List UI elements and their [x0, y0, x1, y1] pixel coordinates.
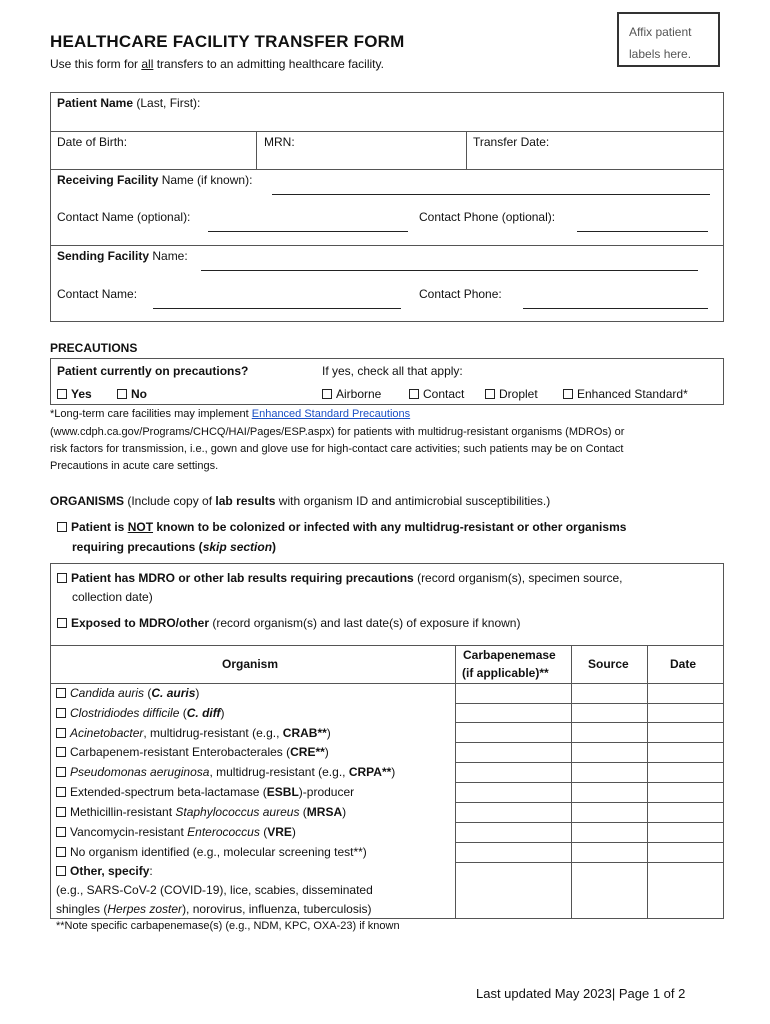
checkbox-icon — [56, 866, 66, 876]
label-box-line1: Affix patient — [629, 25, 692, 39]
sending-contact-phone-line[interactable] — [523, 308, 708, 309]
col-carbapenemase-header-1: Carbapenemase — [463, 648, 556, 662]
col-organism-header: Organism — [222, 657, 279, 671]
sending-facility-line[interactable] — [201, 270, 698, 271]
receiving-contact-name-line[interactable] — [208, 231, 408, 232]
receiving-contact-phone-label: Contact Phone (optional): — [419, 210, 556, 224]
checkbox-icon — [56, 827, 66, 837]
enhanced-standard-checkbox[interactable]: Enhanced Standard* — [563, 387, 688, 401]
checkbox-icon — [57, 389, 67, 399]
organism-row-pseudomonas[interactable]: Pseudomonas aeruginosa, multidrug-resistant (e.g., CRPA**) — [56, 765, 395, 779]
precautions-question: Patient currently on precautions? — [57, 364, 249, 378]
contact-checkbox[interactable]: Contact — [409, 387, 464, 401]
checkbox-icon — [56, 847, 66, 857]
checkbox-icon — [117, 389, 127, 399]
precautions-heading: PRECAUTIONS — [50, 341, 138, 355]
precautions-no-checkbox[interactable]: No — [117, 387, 147, 401]
organism-row-other[interactable]: Other, specify: — [56, 864, 153, 878]
receiving-facility-label: Receiving Facility Name (if known): — [57, 173, 253, 187]
organism-row-acinetobacter[interactable]: Acinetobacter, multidrug-resistant (e.g., CRAB**) — [56, 726, 331, 740]
checkbox-icon — [322, 389, 332, 399]
organism-row-vre[interactable]: Vancomycin-resistant Enterococcus (VRE) — [56, 825, 296, 839]
checkbox-icon — [56, 708, 66, 718]
checkbox-icon — [56, 728, 66, 738]
organism-row-c-diff[interactable]: Clostridiodes difficile (C. diff) — [56, 706, 225, 720]
col-date-header: Date — [670, 657, 697, 671]
receiving-contact-name-label: Contact Name (optional): — [57, 210, 191, 224]
form-subtitle: Use this form for all transfers to an admitting healthcare facility. — [50, 57, 384, 71]
checkbox-icon — [56, 807, 66, 817]
organism-other-examples-1: (e.g., SARS-CoV-2 (COVID-19), lice, scabies, disseminated — [56, 883, 373, 897]
page-footer: Last updated May 2023| Page 1 of 2 — [476, 986, 686, 1001]
organism-row-esbl[interactable]: Extended-spectrum beta-lactamase (ESBL)-producer — [56, 785, 354, 799]
precautions-yes-checkbox[interactable]: Yes — [57, 387, 92, 401]
organism-row-c-auris[interactable]: Candida auris (C. auris) — [56, 686, 199, 700]
checkbox-icon — [57, 618, 67, 628]
has-mdro-checkbox[interactable]: Patient has MDRO or other lab results requiring precautions (record organism(s), specimen source, — [57, 571, 622, 585]
sending-contact-name-line[interactable] — [153, 308, 401, 309]
sending-contact-name-label: Contact Name: — [57, 287, 138, 301]
receiving-contact-phone-line[interactable] — [577, 231, 708, 232]
form-title: HEALTHCARE FACILITY TRANSFER FORM — [50, 32, 405, 51]
sending-contact-phone-label: Contact Phone: — [419, 287, 502, 301]
has-mdro-line2: collection date) — [72, 590, 153, 604]
organism-row-mrsa[interactable]: Methicillin-resistant Staphylococcus aureus (MRSA) — [56, 805, 346, 819]
precautions-note-line1: *Long-term care facilities may implement Enhanced Standard Precautions — [50, 408, 411, 420]
esp-link[interactable]: Enhanced Standard Precautions — [251, 408, 411, 420]
not-known-line2: requiring precautions (skip section) — [72, 540, 277, 554]
checkbox-icon — [409, 389, 419, 399]
precautions-if-yes: If yes, check all that apply: — [322, 364, 463, 378]
checkbox-icon — [563, 389, 573, 399]
checkbox-icon — [485, 389, 495, 399]
checkbox-icon — [57, 573, 67, 583]
sending-facility-label: Sending Facility Name: — [57, 249, 188, 263]
dob-field[interactable]: Date of Birth: — [57, 135, 128, 149]
col-carbapenemase-header-2: (if applicable)** — [462, 666, 549, 680]
col-source-header: Source — [588, 657, 629, 671]
organism-row-none-identified[interactable]: No organism identified (e.g., molecular screening test**) — [56, 845, 367, 859]
patient-label-box — [617, 12, 720, 67]
carbapenemase-footnote: **Note specific carbapenemase(s) (e.g., NDM, KPC, OXA-23) if known — [56, 920, 400, 932]
precautions-note-line3: risk factors for transmission, i.e., gown and glove use for high-contact care activities; such patients may be on Contact — [50, 443, 624, 455]
patient-name-field[interactable]: Patient Name (Last, First): — [57, 96, 201, 110]
label-box-line2: labels here. — [629, 47, 692, 61]
mrn-field[interactable]: MRN: — [264, 135, 295, 149]
organism-row-cre[interactable]: Carbapenem-resistant Enterobacterales (CRE**) — [56, 745, 329, 759]
receiving-facility-line[interactable] — [272, 194, 710, 195]
organisms-heading: ORGANISMS (Include copy of lab results with organism ID and antimicrobial susceptibilities.) — [50, 494, 551, 508]
checkbox-icon — [56, 747, 66, 757]
not-known-checkbox[interactable]: Patient is NOT known to be colonized or infected with any multidrug-resistant or other organisms — [57, 520, 626, 534]
checkbox-icon — [56, 787, 66, 797]
organism-other-examples-2: shingles (Herpes zoster), norovirus, influenza, tuberculosis) — [56, 902, 372, 916]
checkbox-icon — [56, 688, 66, 698]
transfer-date-field[interactable]: Transfer Date: — [473, 135, 550, 149]
airborne-checkbox[interactable]: Airborne — [322, 387, 381, 401]
droplet-checkbox[interactable]: Droplet — [485, 387, 538, 401]
exposed-checkbox[interactable]: Exposed to MDRO/other (record organism(s) and last date(s) of exposure if known) — [57, 616, 520, 630]
precautions-note-line4: Precautions in acute care settings. — [50, 460, 219, 472]
checkbox-icon — [57, 522, 67, 532]
checkbox-icon — [56, 767, 66, 777]
precautions-note-line2: (www.cdph.ca.gov/Programs/CHCQ/HAI/Pages/ESP.aspx) for patients with multidrug-resistant organisms (MDROs) or — [50, 426, 625, 438]
patient-info-box — [50, 92, 724, 322]
